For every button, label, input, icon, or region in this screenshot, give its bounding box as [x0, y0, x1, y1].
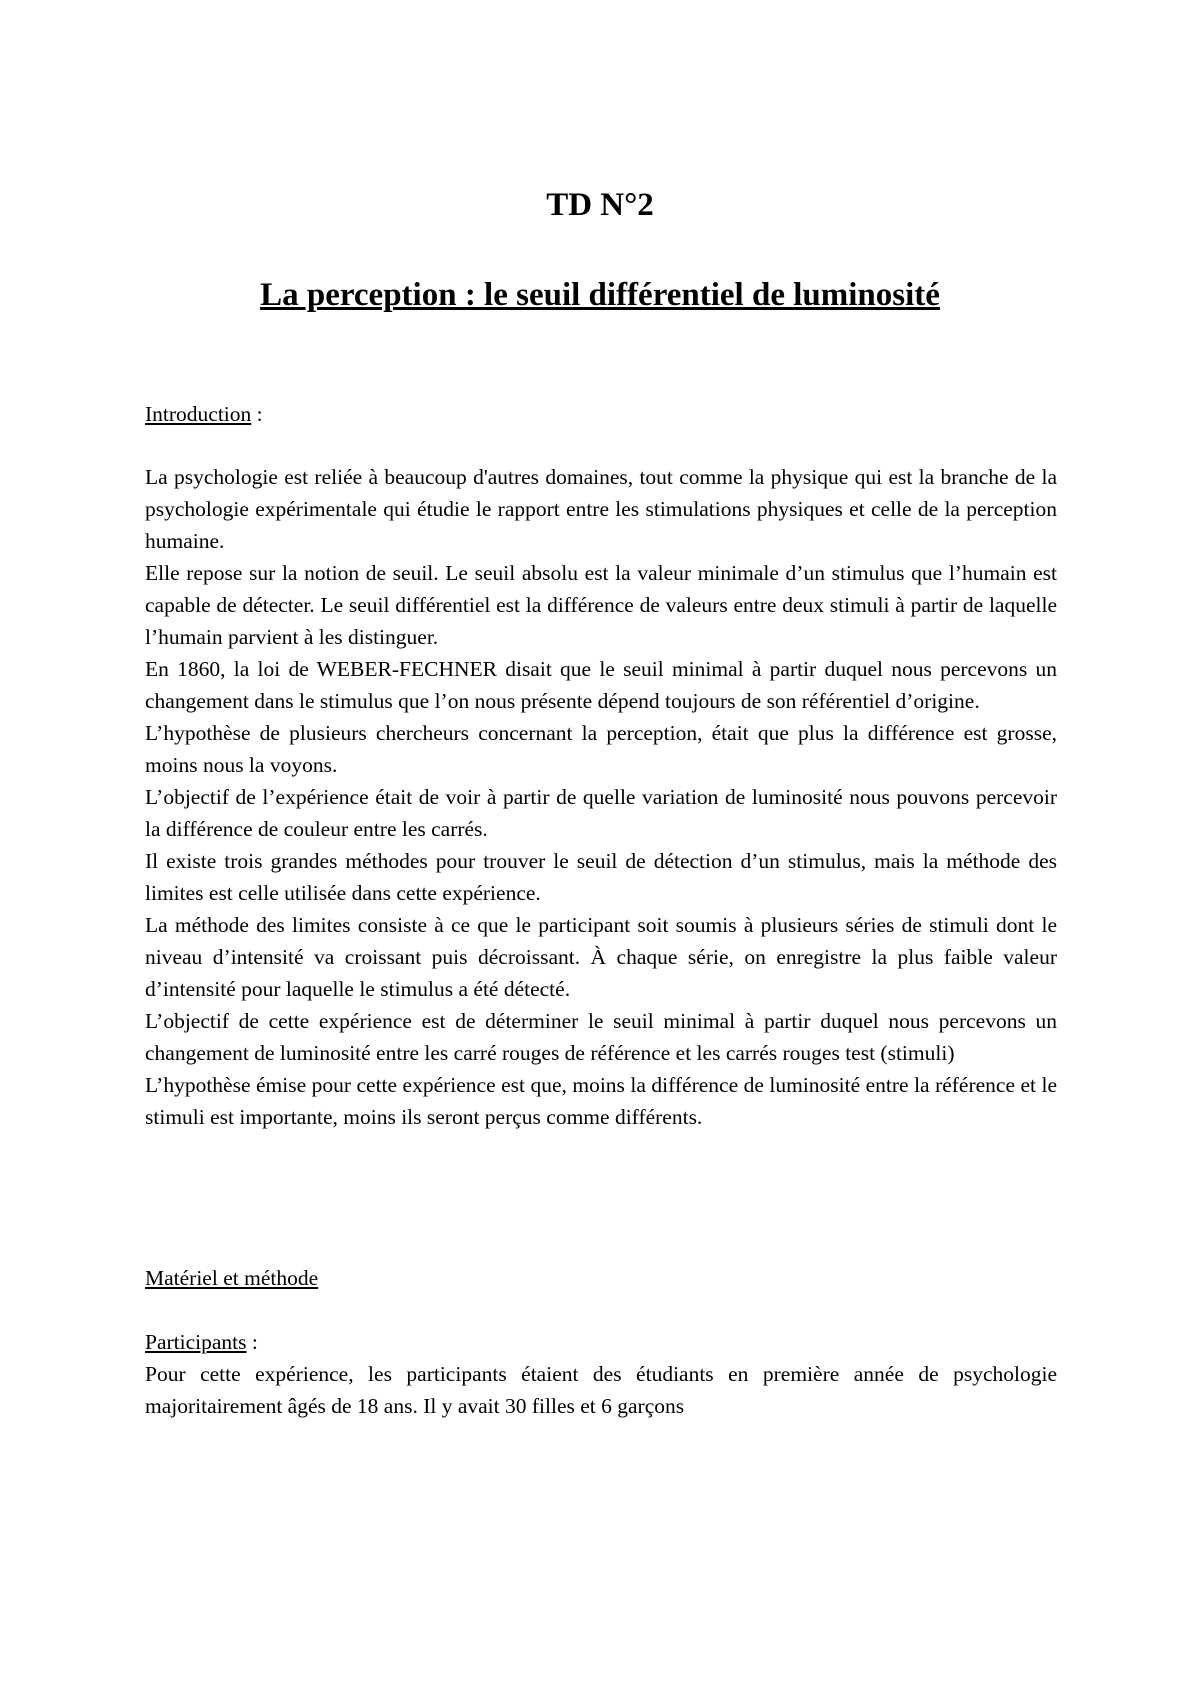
- introduction-paragraph: L’objectif de l’expérience était de voir à partir de quelle variation de luminosité nous pouvons percevoir la différence de couleur entre les carrés.: [145, 785, 1057, 841]
- document-title: TD N°2: [546, 187, 654, 223]
- participants-heading: Participants: [145, 1330, 247, 1354]
- participants-paragraph: Pour cette expérience, les participants étaient des étudiants en première année de psychologie majoritairement âgés de 18 ans. Il y avait 30 filles et 6 garçons: [145, 1362, 1057, 1418]
- participants-section: [145, 1326, 1057, 1422]
- introduction-paragraph: L’hypothèse de plusieurs chercheurs concernant la perception, était que plus la différence est grosse, moins nous la voyons.: [145, 721, 1057, 777]
- introduction-paragraph: L’hypothèse émise pour cette expérience est que, moins la différence de luminosité entre la référence et le stimuli est importante, moins ils seront perçus comme différents.: [145, 1073, 1057, 1129]
- introduction-paragraph: En 1860, la loi de WEBER-FECHNER disait que le seuil minimal à partir duquel nous percevons un changement dans le stimulus que l’on nous présente dépend toujours de son référentiel d’origine.: [145, 657, 1057, 713]
- introduction-paragraph: Il existe trois grandes méthodes pour trouver le seuil de détection d’un stimulus, mais la méthode des limites est celle utilisée dans cette expérience.: [145, 849, 1057, 905]
- introduction-body: [145, 461, 1057, 1133]
- participants-heading-line: [145, 1326, 1057, 1358]
- materiel-heading-line: [145, 1262, 1057, 1294]
- materiel-heading: Matériel et méthode: [145, 1266, 319, 1290]
- introduction-paragraph: Elle repose sur la notion de seuil. Le seuil absolu est la valeur minimale d’un stimulus que l’humain est capable de détecter. Le seuil différentiel est la différence de valeurs entre deux stimuli à partir de laquelle l’humain parvient à les distinguer.: [145, 561, 1057, 649]
- introduction-heading-line: [145, 398, 1057, 430]
- introduction-heading: Introduction: [145, 402, 252, 426]
- introduction-paragraph: La méthode des limites consiste à ce que le participant soit soumis à plusieurs séries de stimuli dont le niveau d’intensité va croissant puis décroissant. À chaque série, on enregistre la plus faible valeur d’intensité pour laquelle le stimulus a été détecté.: [145, 913, 1057, 1001]
- introduction-paragraph: La psychologie est reliée à beaucoup d'autres domaines, tout comme la physique qui est la branche de la psychologie expérimentale qui étudie le rapport entre les stimulations physiques et celle de la perception humaine.: [145, 465, 1057, 553]
- introduction-paragraph: L’objectif de cette expérience est de déterminer le seuil minimal à partir duquel nous percevons un changement de luminosité entre les carré rouges de référence et les carrés rouges test (stimuli): [145, 1009, 1057, 1065]
- introduction-heading-suffix: :: [251, 402, 263, 426]
- participants-heading-suffix: :: [246, 1330, 258, 1354]
- document-subtitle: La perception : le seuil différentiel de luminosité: [260, 277, 940, 313]
